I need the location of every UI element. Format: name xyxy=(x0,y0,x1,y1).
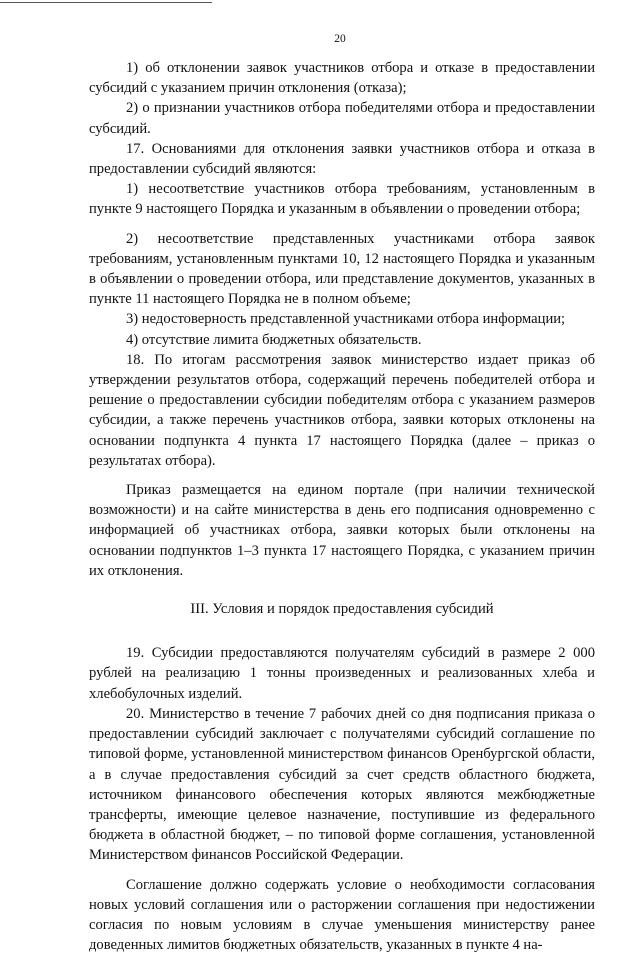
paragraph-order-publication: Приказ размещается на едином портале (при наличии технической возможности) и на сайте министерства в день его подписания одновременно с информацией об участниках отбора, заявки которых были отклонены на основании подпунктов 1–3 пункта 17 настоящего Порядка, с указанием причин их отклонения. xyxy=(89,482,595,579)
paragraph-19: 19. Субсидии предоставляются получателям субсидий в размере 2 000 рублей на реализацию 1 тонны произведенных и реализованных хлеба и хлебобулочных изделий. xyxy=(89,645,595,702)
paragraph-18: 18. По итогам рассмотрения заявок министерство издает приказ об утверждении результатов отбора, содержащий перечень победителей отбора и решение о предоставлении субсидии победителям отбора с указанием размеров субсидии, а также перечень участников отбора, заявки которых отклонены на основании подпункта 4 пункта 17 настоящего Порядка (далее – приказ о результатах отбора). xyxy=(89,351,595,469)
paragraph-17-1: 1) несоответствие участников отбора требованиям, установленным в пункте 9 настоящего Порядка и указанным в объявлении о проведении отбора; xyxy=(89,181,595,218)
page-number: 20 xyxy=(334,33,346,45)
paragraph-gap xyxy=(89,866,595,875)
section-heading: III. Условия и порядок предоставления субсидий xyxy=(190,601,494,618)
top-divider xyxy=(0,2,212,3)
paragraph-agreement: Соглашение должно содержать условие о необходимости согласования новых условий соглашения или о расторжении соглашения при недостижении согласия по новым условиям в случае уменьшения министерству ранее доведенных лимитов бюджетных обязательств, указанных в пункте 4 на- xyxy=(89,876,595,954)
paragraph-decision-reject: 1) об отклонении заявок участников отбора и отказе в предоставлении субсидий с указанием причин отклонения (отказа); xyxy=(89,60,595,97)
paragraph-17-2: 2) несоответствие представленных участниками отбора заявок требованиям, установленным пунктами 10, 12 настоящего Порядка и указанным в объявлении о проведении отбора, или представление документов, указанных в пункте 11 настоящего Порядка не в полном объеме; xyxy=(89,230,595,308)
paragraph-17-4: 4) отсутствие лимита бюджетных обязательств. xyxy=(126,331,422,348)
paragraph-20: 20. Министерство в течение 7 рабочих дней со дня подписания приказа о предоставлении субсидий заключает с получателями субсидий соглашение по типовой форме, установленной министерством финансов Оренбургской области, а в случае предоставления субсидий за счет средств областного бюджета, источником финансового обеспечения которых являются межбюджетные трансферты, имеющие целевое назначение, поступившие из федерального бюджета в областной бюджет, – по типовой форме соглашения, установленной Министерством финансов Российской Федерации. xyxy=(89,705,595,864)
paragraph-decision-winners: 2) о признании участников отбора победителями отбора и предоставлении субсидий. xyxy=(89,100,595,137)
paragraph-17-intro: 17. Основаниями для отклонения заявки участников отбора и отказа в предоставлении субсидий являются: xyxy=(89,140,595,178)
document-body xyxy=(89,58,595,955)
paragraph-17-3: 3) недостоверность представленной участниками отбора информации; xyxy=(126,311,566,328)
paragraph-gap xyxy=(89,471,595,480)
paragraph-gap xyxy=(89,220,595,229)
